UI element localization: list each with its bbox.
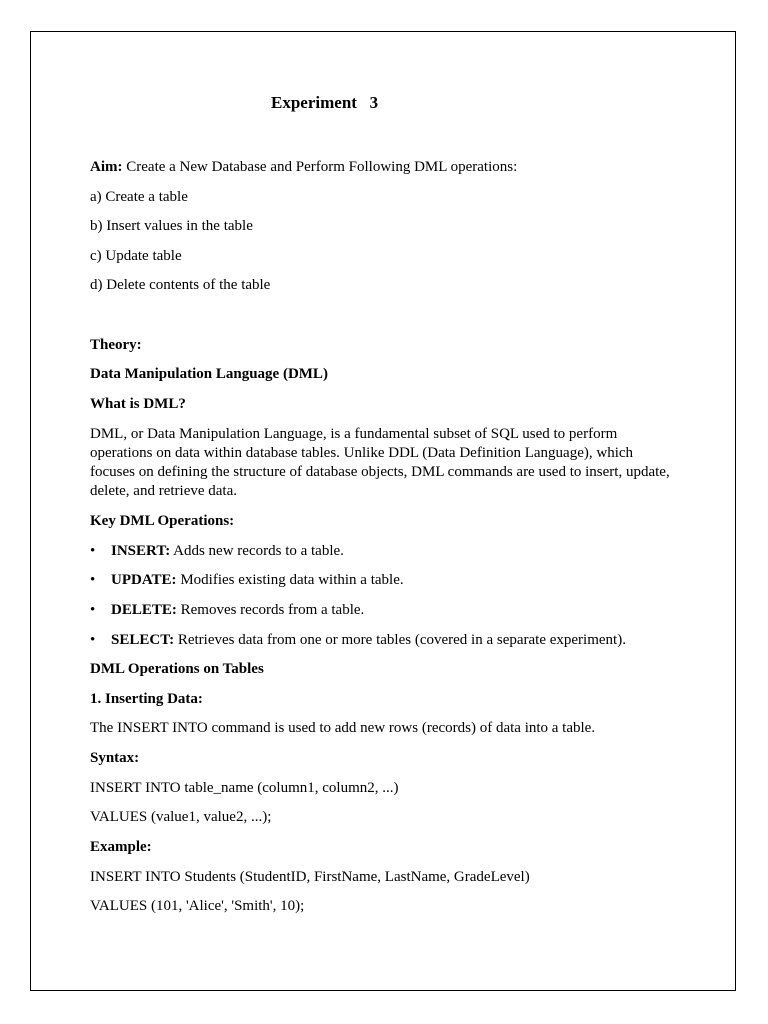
bullet-icon: • bbox=[90, 602, 96, 618]
dml-subheading-text: Data Manipulation Language (DML) bbox=[90, 366, 328, 382]
list-item-desc: Adds new records to a table. bbox=[170, 543, 344, 559]
list-item-desc: Removes records from a table. bbox=[176, 602, 365, 618]
dml-paragraph: DML, or Data Manipulation Language, is a fundamental subset of SQL used to perform operations on data within database tables. Unlike DDL (Data Definition Language), which focuses on defining the structure of database objects, DML commands are used to insert, update, delete, and retrieve data. bbox=[90, 426, 670, 499]
page-title: Experiment 3 bbox=[271, 93, 379, 112]
example-label-text: Example: bbox=[90, 839, 152, 855]
inserting-data-heading bbox=[90, 690, 203, 709]
aim-line bbox=[90, 158, 517, 177]
list-item-term: SELECT: bbox=[111, 632, 175, 648]
list-item-term: UPDATE: bbox=[111, 572, 177, 588]
aim-label: Aim: bbox=[90, 159, 123, 175]
dml-tables-heading-text: DML Operations on Tables bbox=[90, 661, 264, 677]
list-item bbox=[90, 542, 344, 561]
bullet-icon: • bbox=[90, 543, 96, 559]
insert-description: The INSERT INTO command is used to add new rows (records) of data into a table. bbox=[90, 720, 596, 736]
dml-tables-heading bbox=[90, 660, 264, 679]
list-item-term: INSERT: bbox=[111, 543, 171, 559]
example-line-1: INSERT INTO Students (StudentID, FirstName, LastName, GradeLevel) bbox=[90, 869, 530, 885]
list-item bbox=[90, 631, 626, 650]
bullet-icon: • bbox=[90, 632, 96, 648]
list-item-term: DELETE: bbox=[111, 602, 177, 618]
key-ops-heading-text: Key DML Operations: bbox=[90, 513, 235, 529]
aim-item-d: d) Delete contents of the table bbox=[90, 277, 271, 293]
list-item-desc: Modifies existing data within a table. bbox=[176, 572, 404, 588]
inserting-data-heading-text: 1. Inserting Data: bbox=[90, 691, 203, 707]
syntax-label-text: Syntax: bbox=[90, 750, 140, 766]
bullet-icon: • bbox=[90, 572, 96, 588]
syntax-line-1: INSERT INTO table_name (column1, column2, ...) bbox=[90, 780, 399, 796]
syntax-label bbox=[90, 749, 139, 768]
theory-heading bbox=[90, 336, 142, 355]
syntax-line-2: VALUES (value1, value2, ...); bbox=[90, 809, 272, 825]
theory-heading-text: Theory: bbox=[90, 337, 142, 353]
aim-text: Create a New Database and Perform Following DML operations: bbox=[122, 159, 518, 175]
aim-item-c: c) Update table bbox=[90, 248, 182, 264]
list-item bbox=[90, 601, 365, 620]
example-label bbox=[90, 838, 152, 857]
example-line-2: VALUES (101, 'Alice', 'Smith', 10); bbox=[90, 898, 305, 914]
list-item bbox=[90, 571, 404, 590]
list-item-desc: Retrieves data from one or more tables (covered in a separate experiment). bbox=[174, 632, 626, 648]
dml-subheading bbox=[90, 365, 328, 384]
what-is-dml-heading bbox=[90, 395, 186, 414]
aim-item-b: b) Insert values in the table bbox=[90, 218, 253, 234]
key-ops-heading bbox=[90, 512, 234, 531]
aim-item-a: a) Create a table bbox=[90, 189, 188, 205]
what-is-dml-text: What is DML? bbox=[90, 396, 186, 412]
